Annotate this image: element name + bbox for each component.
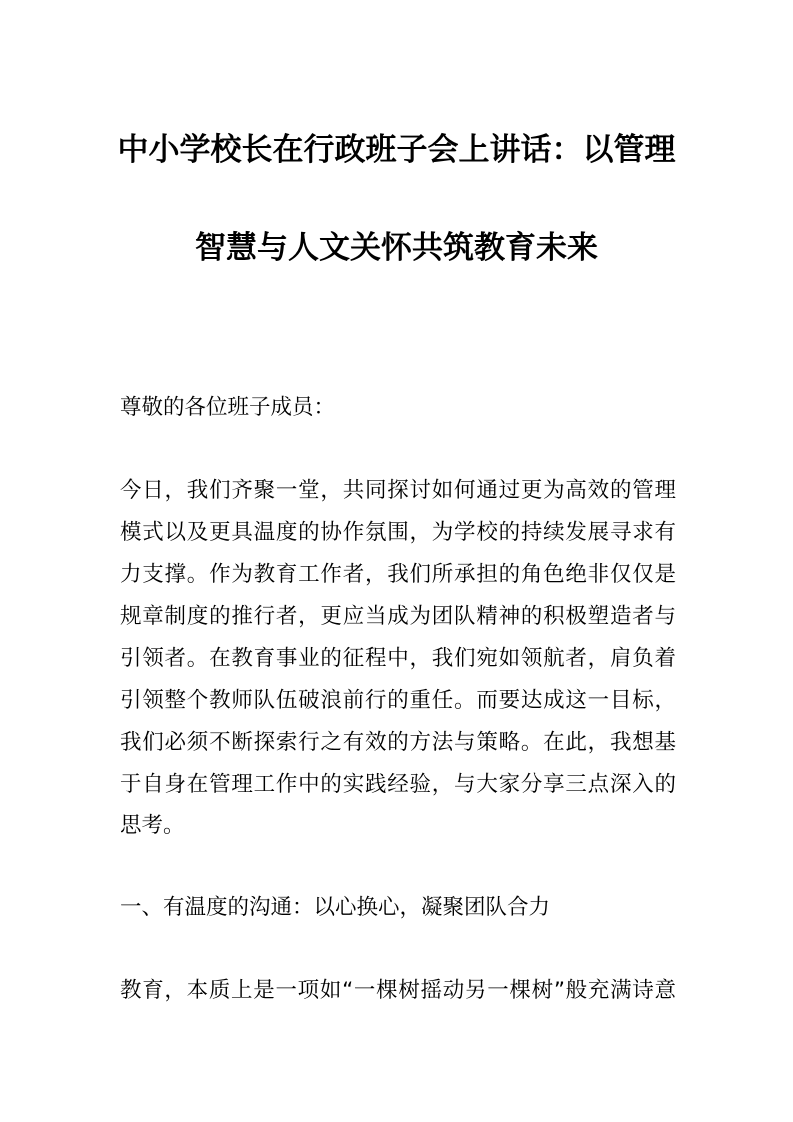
paragraph-line: 规章制度的推行者，更应当成为团队精神的积极塑造者与 [120, 604, 676, 629]
paragraph-line: 今日，我们齐聚一堂，共同探讨如何通过更为高效的管理 [120, 478, 676, 503]
salutation: 尊敬的各位班子成员： [120, 395, 336, 420]
paragraph-line: 思考。 [120, 813, 185, 838]
paragraph-line: 力支撑。作为教育工作者，我们所承担的角色绝非仅仅是 [120, 562, 676, 587]
paragraph-line: 教育，本质上是一项如“一棵树摇动另一棵树”般充满诗意 [120, 978, 676, 1003]
paragraph-line: 我们必须不断探索行之有效的方法与策略。在此，我想基 [120, 730, 676, 755]
section-heading: 一、有温度的沟通：以心换心，凝聚团队合力 [120, 895, 551, 920]
document-title-line-1: 中小学校长在行政班子会上讲话：以管理 [117, 132, 676, 168]
paragraph-line: 模式以及更具温度的协作氛围，为学校的持续发展寻求有 [120, 520, 676, 545]
paragraph-line: 于自身在管理工作中的实践经验，与大家分享三点深入的 [120, 772, 676, 797]
paragraph-line: 引领整个教师队伍破浪前行的重任。而要达成这一目标， [120, 688, 676, 713]
paragraph-line: 引领者。在教育事业的征程中，我们宛如领航者，肩负着 [120, 646, 676, 671]
document-title-line-2: 智慧与人文关怀共筑教育未来 [195, 230, 598, 266]
